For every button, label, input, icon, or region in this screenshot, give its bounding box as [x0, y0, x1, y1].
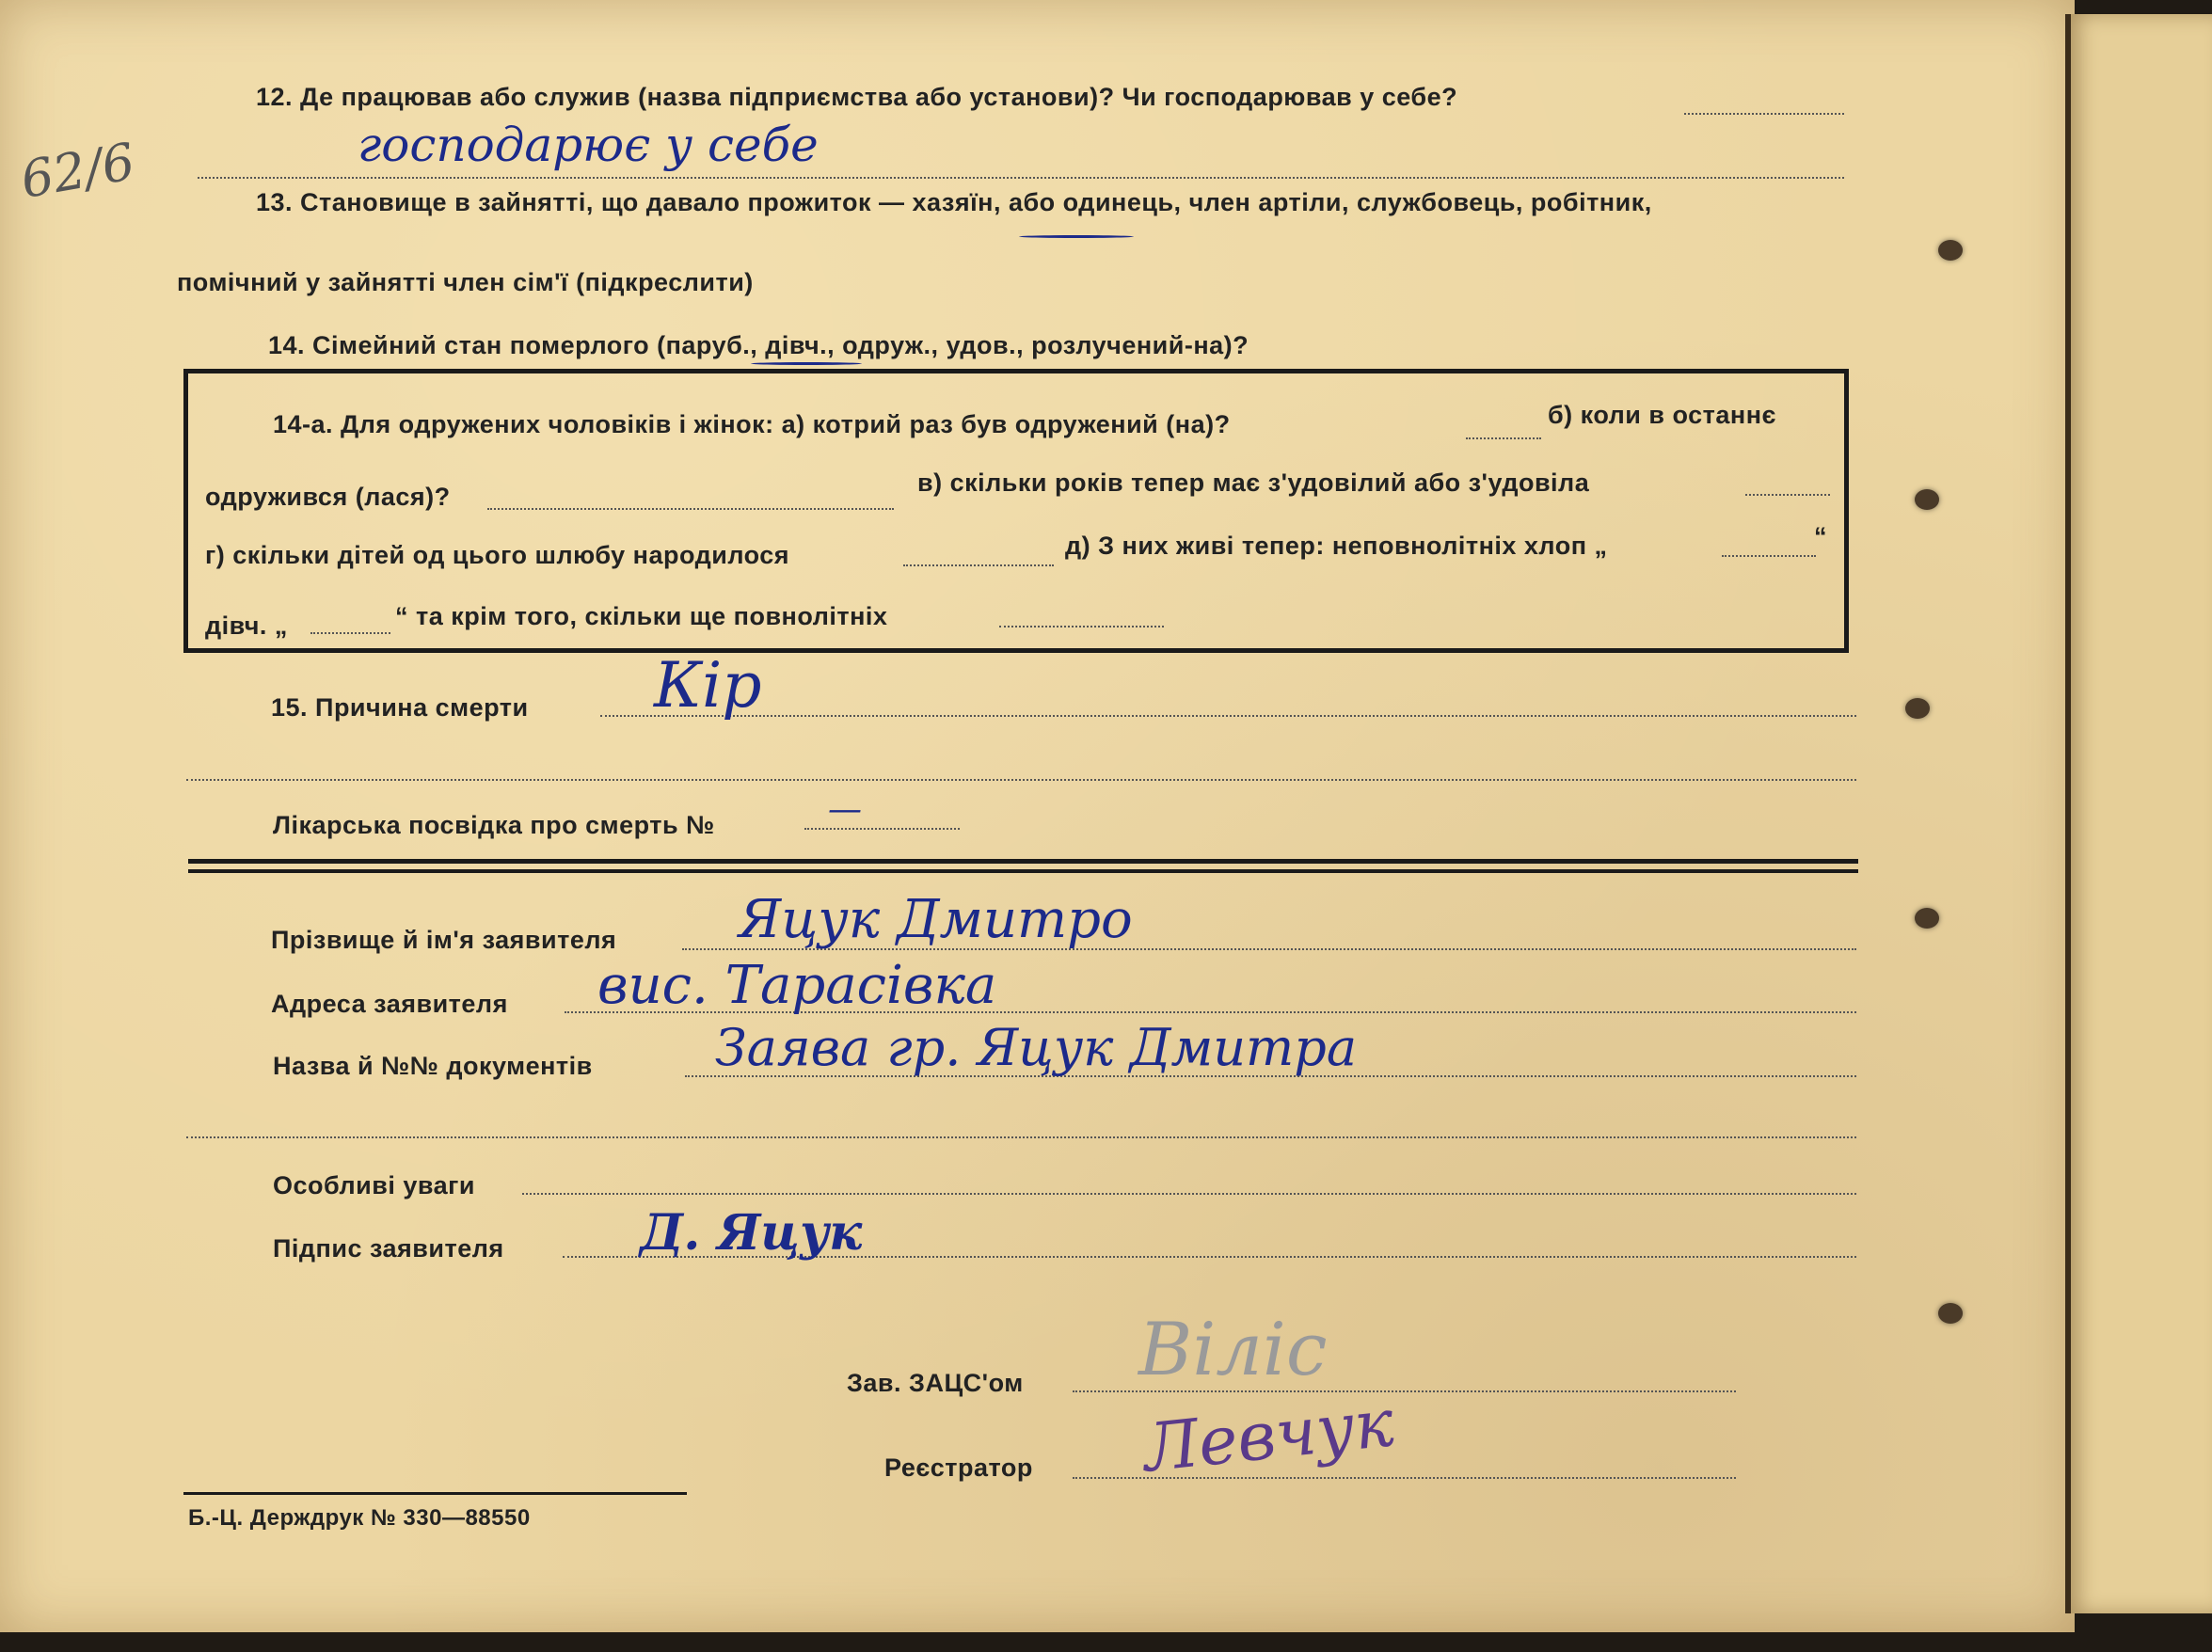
certificate-answer[interactable]: —	[828, 790, 862, 829]
q14a-line3c: “	[1814, 522, 1827, 550]
certificate-label: Лікарська посвідка про смерть №	[273, 811, 715, 839]
q14a-line3b: д) З них живі тепер: неповнолітніх хлоп „	[1065, 532, 1608, 560]
q15-fill-line	[600, 715, 1856, 717]
applicant-docs-label: Назва й №№ документів	[273, 1052, 593, 1080]
binding-hole	[1938, 240, 1963, 261]
q14a-girls-fill	[310, 632, 390, 634]
q14a-a-fill	[1466, 437, 1541, 439]
q13-line1: 13. Становище в зайнятті, що давало прожиток — хазяїн, або одинець, член артіли, службовець, робітник,	[256, 188, 1652, 216]
q15-label: 15. Причина смерти	[271, 693, 529, 722]
q12-fill-line	[1684, 113, 1844, 115]
q15-fill-line-2	[186, 779, 1856, 781]
q14a-b-fill	[487, 508, 894, 510]
head-signature[interactable]: Віліс	[1138, 1308, 1328, 1392]
q14a-line1: 14-а. Для одружених чоловіків і жінок: а) котрий раз був одружений (на)?	[273, 410, 1231, 438]
certificate-fill-line	[804, 828, 960, 830]
adjacent-page-edge	[2065, 14, 2212, 1613]
applicant-address-label: Адреса заявителя	[271, 990, 508, 1018]
registrar-label: Реєстратор	[884, 1453, 1033, 1482]
binding-hole	[1905, 698, 1930, 719]
notes-fill-line	[522, 1193, 1856, 1195]
q12-answer[interactable]: господарює у себе	[358, 118, 819, 172]
applicant-name-label: Прізвище й ім'я заявителя	[271, 926, 617, 954]
q14a-line2b: в) скільки років тепер має з'удовілий або з'удовіла	[917, 469, 1590, 497]
head-label: Зав. ЗАЦС'ом	[847, 1369, 1024, 1397]
binding-hole	[1915, 489, 1939, 510]
registrar-signature[interactable]: Левчук	[1139, 1384, 1398, 1487]
q14a-line4b: “ та крім того, скільки ще повнолітніх	[395, 602, 888, 630]
signature-label: Підпис заявителя	[273, 1234, 504, 1263]
footer-imprint: Б.-Ц. Держдрук № 330—88550	[188, 1505, 531, 1531]
applicant-address-value[interactable]: вис. Тарасівка	[597, 955, 997, 1016]
applicant-docs-line-2	[186, 1136, 1856, 1138]
q15-answer[interactable]: Кір	[654, 649, 762, 722]
q14a-line2a: одружився (лася)?	[205, 483, 451, 511]
q14a-adults-fill	[999, 626, 1164, 627]
q13-underline	[1019, 235, 1134, 238]
applicant-name-value[interactable]: Яцук Дмитро	[739, 889, 1133, 950]
q14a-c-fill	[1745, 494, 1830, 496]
footer-rule	[183, 1492, 687, 1495]
q14a-g-fill	[903, 564, 1054, 566]
q14a-line3a: г) скільки дітей од цього шлюбу народилося	[205, 541, 790, 569]
q14a-d-fill	[1722, 555, 1816, 557]
margin-note: 62/6	[16, 131, 139, 211]
separator-top	[188, 859, 1858, 864]
q14a-line4a: дівч. „	[205, 612, 288, 640]
binding-hole	[1938, 1303, 1963, 1324]
q14-label: 14. Сімейний стан померлого (паруб., дівч., одруж., удов., розлучений-на)?	[268, 331, 1249, 359]
applicant-signature[interactable]: Д. Яцук	[640, 1204, 863, 1262]
q13-line2: помічний у зайнятті член сім'ї (підкреслити)	[177, 268, 754, 296]
separator-bottom	[188, 869, 1858, 873]
applicant-docs-value[interactable]: Заява гр. Яцук Дмитра	[715, 1018, 1358, 1077]
q14-underline	[751, 362, 862, 365]
q12-label: 12. Де працював або служив (назва підприємства або установи)? Чи господарював у себе?	[256, 83, 1458, 111]
q12-answer-line	[198, 177, 1844, 179]
binding-hole	[1915, 908, 1939, 929]
notes-label: Особливі уваги	[273, 1171, 475, 1199]
q14a-line1b: б) коли в останнє	[1548, 401, 1776, 429]
